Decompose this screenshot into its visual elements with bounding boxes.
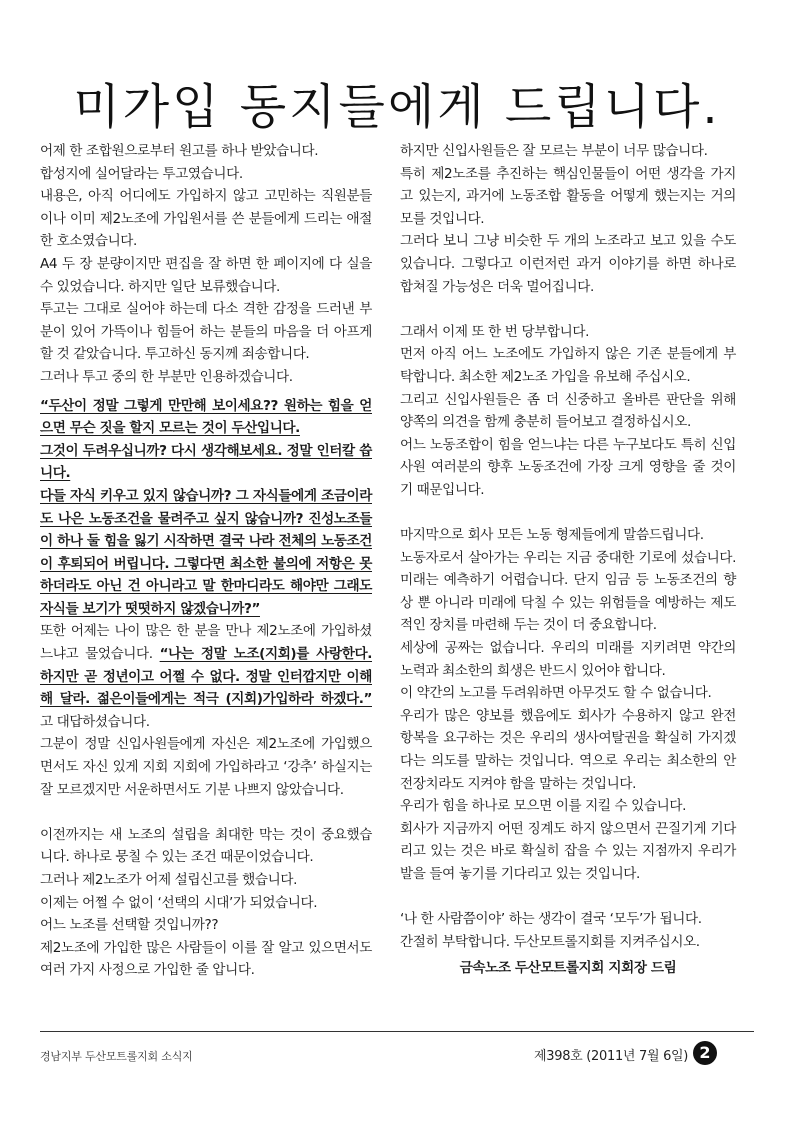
paragraph: 합성지에 실어달라는 투고였습니다. bbox=[40, 165, 243, 182]
paragraph: 어느 노동조합이 힘을 얻느냐는 다른 누구보다도 특히 신입사원 여러분의 향후 노동조건에 가장 크게 영향을 줄 것이기 때문입니다. bbox=[400, 436, 736, 498]
signature: 금속노조 두산모트롤지회 지회장 드림 bbox=[459, 960, 677, 977]
paragraph: 노동자로서 살아가는 우리는 지금 중대한 기로에 섰습니다. 미래는 예측하기 어렵습니다. 단지 임금 등 노동조건의 향상 뿐 아니라 미래에 닥칠 수 있는 위험들을 예방하는 제도적인 장치를 마련해 두는 것이 더 중요합니다. bbox=[400, 549, 736, 634]
paragraph: 세상에 공짜는 없습니다. 우리의 미래를 지키려면 약간의 노력과 최소한의 희생은 반드시 있어야 합니다. bbox=[400, 640, 736, 679]
left-column bbox=[40, 140, 372, 982]
spacer bbox=[400, 886, 736, 909]
right-column bbox=[400, 140, 736, 980]
paragraph-text: 고 대답하셨습니다. bbox=[40, 713, 150, 730]
paragraph: 그러나 투고 중의 한 부분만 인용하겠습니다. bbox=[40, 368, 293, 385]
spacer bbox=[400, 298, 736, 321]
paragraph: 그러다 보니 그냥 비슷한 두 개의 노조라고 보고 있을 수도 있습니다. 그렇다고 이런저런 과거 이야기를 하면 하나로 합쳐질 가능성은 더욱 멀어집니다. bbox=[400, 233, 736, 295]
quote-paragraph: 다들 자식 키우고 있지 않습니까? 그 자식들에게 조금이라도 나은 노동조건을 물려주고 싶지 않습니까? 진성노조들이 하나 둘 힘을 잃기 시작하면 결국 나라 전체의 노동조건이 후퇴되어 버립니다. 그렇다면 최소한 불의에 저항은 못하더라도 아닌 건 아니라고 말 한마디라도 해야만 그래도 자식들 보기가 떳떳하지 않겠습니까?” bbox=[40, 487, 372, 617]
paragraph: 우리가 힘을 하나로 모으면 이를 지킬 수 있습니다. bbox=[400, 798, 686, 815]
paragraph bbox=[40, 620, 372, 733]
paragraph: 어제 한 조합원으로부터 원고를 하나 받았습니다. bbox=[40, 143, 319, 159]
paragraph: 그러나 제2노조가 어제 설립신고를 했습니다. bbox=[40, 872, 298, 888]
paragraph: 어느 노조를 선택할 것입니까?? bbox=[40, 917, 219, 934]
paragraph: 마지막으로 회사 모든 노동 형제들에게 말씀드립니다. bbox=[400, 527, 704, 544]
paragraph: 이 약간의 노고를 두려워하면 아무것도 할 수 없습니다. bbox=[400, 685, 712, 702]
quoted-submission bbox=[40, 395, 372, 621]
page-title: 미가입 동지들에게 드립니다. bbox=[73, 79, 721, 135]
paragraph: 그래서 이제 또 한 번 당부합니다. bbox=[400, 323, 590, 340]
footer-publication: 경남지부 두산모트롤지회 소식지 bbox=[40, 1050, 193, 1063]
paragraph: 제2노조에 가입한 많은 사람들이 이를 잘 알고 있으면서도 여러 가지 사정으로 가입한 줄 압니다. bbox=[40, 939, 372, 979]
quote-paragraph: 그것이 두려우십니까? 다시 생각해보세요. 정말 인터칼 씁니다. bbox=[40, 442, 372, 482]
paragraph: 간절히 부탁합니다. 두산모트롤지회를 지켜주십시오. bbox=[400, 933, 700, 950]
spacer bbox=[400, 502, 736, 525]
paragraph: 내용은, 아직 어디에도 가입하지 않고 고민하는 직원분들이나 이미 제2노조에 가입원서를 쓴 분들에게 드리는 애절한 호소였습니다. bbox=[40, 188, 372, 250]
footer-divider bbox=[40, 1031, 754, 1032]
paragraph-text: 또한 어제는 나이 많은 한 분을 만나 제2노조에 가입하셨느냐고 물었습니다. bbox=[40, 623, 372, 663]
paragraph: 특히 제2노조를 추진하는 핵심인물들이 어떤 생각을 가지고 있는지, 과거에 노동조합 활동을 어떻게 했는지는 거의 모를 것입니다. bbox=[400, 165, 736, 227]
spacer bbox=[40, 801, 372, 824]
page-number-badge: 2 bbox=[693, 1041, 717, 1065]
footer-issue: 제398호 (2011년 7월 6일) bbox=[534, 1049, 689, 1064]
paragraph: 그분이 정말 신입사원들에게 자신은 제2노조에 가입했으면서도 자신 있게 지회 지회에 가입하라고 ‘강추’ 하실지는 잘 모르겠지만 서운하면서도 기분 나쁘지 않았습니다. bbox=[40, 736, 372, 798]
paragraph: 먼저 아직 어느 노조에도 가입하지 않은 기존 분들에게 부탁합니다. 최소한 제2노조 가입을 유보해 주십시오. bbox=[400, 346, 736, 385]
paragraph: A4 두 장 분량이지만 편집을 잘 하면 한 페이지에 다 실을 수 있었습니다. 하지만 일단 보류했습니다. bbox=[40, 255, 372, 295]
paragraph: 회사가 지금까지 어떤 징계도 하지 않으면서 끈질기게 기다리고 있는 것은 바로 확실히 잡을 수 있는 지점까지 우리가 발을 들여 놓기를 기다리고 있는 것입니다. bbox=[400, 820, 736, 882]
paragraph: 우리가 많은 양보를 했음에도 회사가 수용하지 않고 완전 항복을 요구하는 것은 우리의 생사여탈권을 확실히 가지겠다는 의도를 말하는 것입니다. 역으로 우리는 최소한의 안전장치라도 지켜야 함을 말하는 것입니다. bbox=[400, 707, 736, 792]
paragraph: 그리고 신입사원들은 좀 더 신중하고 올바른 판단을 위해 양쪽의 의견을 함께 충분히 들어보고 결정하십시오. bbox=[400, 391, 736, 431]
paragraph: 이전까지는 새 노조의 설립을 최대한 막는 것이 중요했습니다. 하나로 뭉칠 수 있는 조건 때문이었습니다. bbox=[40, 826, 372, 866]
paragraph: 이제는 어쩔 수 없이 ‘선택의 시대’가 되었습니다. bbox=[40, 894, 318, 911]
paragraph: 하지만 신입사원들은 잘 모르는 부분이 너무 많습니다. bbox=[400, 143, 708, 159]
paragraph: ‘나 한 사람쯤이야’ 하는 생각이 결국 ‘모두’가 됩니다. bbox=[400, 911, 702, 928]
quoted-reply: “나는 정말 노조(지회)를 사랑한다. 하지만 곧 정년이고 어쩔 수 없다. 정말 인터깝지만 이해해 달라. 젊은이들에게는 적극 (지회)가입하라 하겠다.” bbox=[40, 646, 372, 708]
quote-paragraph: “두산이 정말 그렇게 만만해 보이세요?? 원하는 힘을 얻으면 무슨 짓을 할지 모르는 것이 두산입니다. bbox=[40, 397, 372, 437]
paragraph: 투고는 그대로 실어야 하는데 다소 격한 감정을 드러낸 부분이 있어 가뜩이나 힘들어 하는 분들의 마음을 더 아프게 할 것 같았습니다. 투고하신 동지께 죄송합니다. bbox=[40, 301, 372, 363]
